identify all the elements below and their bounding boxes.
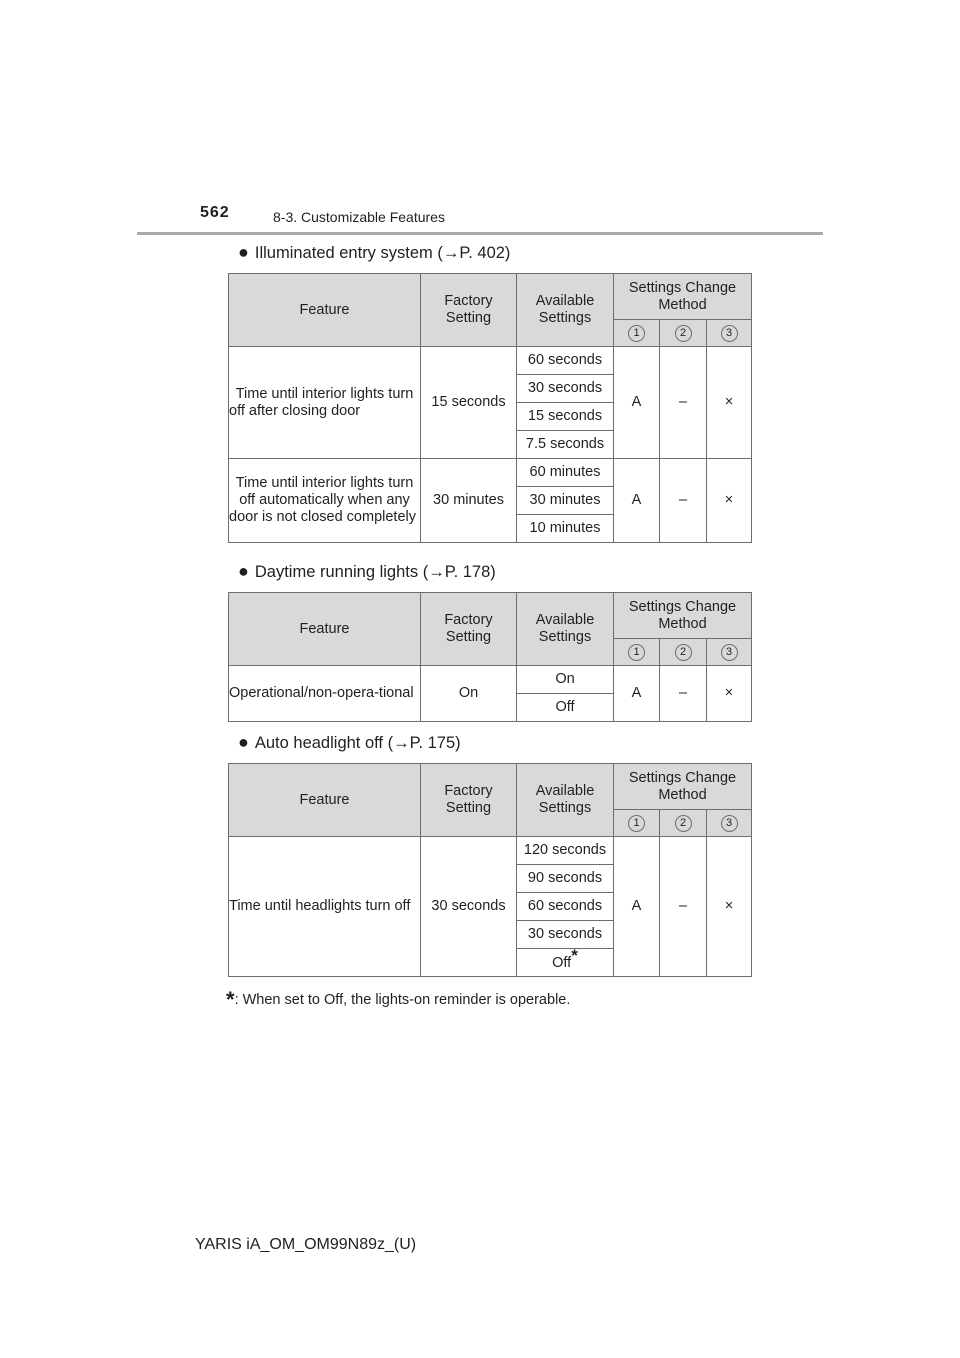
method-3-cell: × [707, 837, 752, 977]
feature-cell: Time until headlights turn off [229, 837, 421, 977]
setting-option-text: Off [552, 955, 572, 971]
header-factory-setting: Factory Setting [421, 274, 517, 347]
feature-cell: Operational/non-opera-tional [229, 666, 421, 722]
circle-2-icon: 2 [675, 325, 692, 342]
header-available-settings: Available Settings [517, 274, 614, 347]
header-feature: Feature [229, 274, 421, 347]
page-header [0, 0, 960, 240]
setting-option: 60 minutes [517, 459, 614, 487]
method-1-cell: A [614, 459, 660, 543]
circle-1-icon: 1 [628, 815, 645, 832]
method-2-header [660, 639, 707, 666]
bullet-illuminated-entry [238, 242, 510, 263]
factory-setting-cell: 30 minutes [421, 459, 517, 543]
method-3-header [707, 810, 752, 837]
factory-setting-cell: 15 seconds [421, 347, 517, 459]
method-1-cell: A [614, 837, 660, 977]
method-2-cell: – [660, 347, 707, 459]
setting-option: 60 seconds [517, 893, 614, 921]
footnote-text: : When set to Off, the lights-on reminder is operable. [234, 992, 571, 1008]
section-title: 8-3. Customizable Features [273, 209, 445, 225]
circle-2-icon: 2 [675, 815, 692, 832]
bullet-text: Auto headlight off (→P. 175) [254, 734, 461, 752]
circle-3-icon: 3 [721, 325, 738, 342]
feature-cell: Time until interior lights turn off automatically when any door is not closed completely [229, 459, 421, 543]
header-factory-setting: Factory Setting [421, 764, 517, 837]
method-2-cell: – [660, 666, 707, 722]
footnote-ref: * [571, 946, 578, 965]
circle-1-icon: 1 [628, 644, 645, 661]
method-3-header [707, 639, 752, 666]
footnote-marker: * [226, 987, 235, 1012]
page-footer: YARIS iA_OM_OM99N89z_(U) [195, 1236, 417, 1253]
setting-option: Off [517, 694, 614, 722]
factory-setting-cell: On [421, 666, 517, 722]
setting-option: 30 seconds [517, 921, 614, 949]
method-3-cell: × [707, 347, 752, 459]
header-available-settings: Available Settings [517, 593, 614, 666]
header-available-settings: Available Settings [517, 764, 614, 837]
bullet-icon: ● [238, 242, 249, 262]
header-settings-change-method: Settings Change Method [614, 274, 752, 320]
setting-option: 120 seconds [517, 837, 614, 865]
method-3-cell: × [707, 666, 752, 722]
bullet-icon: ● [238, 732, 249, 752]
setting-option: 30 seconds [517, 375, 614, 403]
daytime-running-lights-table [228, 592, 752, 722]
method-1-header [614, 810, 660, 837]
method-2-cell: – [660, 459, 707, 543]
factory-setting-cell: 30 seconds [421, 837, 517, 977]
auto-headlight-off-table [228, 763, 752, 977]
bullet-daytime-running-lights [238, 561, 496, 582]
method-1-cell: A [614, 347, 660, 459]
method-2-cell: – [660, 837, 707, 977]
page-number: 562 [200, 204, 230, 221]
circle-3-icon: 3 [721, 644, 738, 661]
method-1-header [614, 639, 660, 666]
method-2-header [660, 810, 707, 837]
setting-option: On [517, 666, 614, 694]
setting-option: 15 seconds [517, 403, 614, 431]
setting-option: 7.5 seconds [517, 431, 614, 459]
illuminated-entry-table [228, 273, 752, 543]
setting-option: 30 minutes [517, 487, 614, 515]
bullet-text: Illuminated entry system (→P. 402) [254, 244, 511, 262]
method-1-cell: A [614, 666, 660, 722]
header-settings-change-method: Settings Change Method [614, 764, 752, 810]
bullet-auto-headlight-off [238, 732, 461, 753]
setting-option: 90 seconds [517, 865, 614, 893]
circle-1-icon: 1 [628, 325, 645, 342]
setting-option: 10 minutes [517, 515, 614, 543]
header-factory-setting: Factory Setting [421, 593, 517, 666]
header-feature: Feature [229, 764, 421, 837]
method-2-header [660, 320, 707, 347]
method-3-header [707, 320, 752, 347]
method-1-header [614, 320, 660, 347]
bullet-icon: ● [238, 561, 249, 581]
circle-2-icon: 2 [675, 644, 692, 661]
setting-option: 60 seconds [517, 347, 614, 375]
feature-cell: Time until interior lights turn off after closing door [229, 347, 421, 459]
method-3-cell: × [707, 459, 752, 543]
header-rule [137, 232, 823, 235]
setting-option-off [517, 946, 614, 977]
circle-3-icon: 3 [721, 815, 738, 832]
header-feature: Feature [229, 593, 421, 666]
bullet-text: Daytime running lights (→P. 178) [254, 563, 496, 581]
header-settings-change-method: Settings Change Method [614, 593, 752, 639]
footnote [226, 984, 570, 1010]
